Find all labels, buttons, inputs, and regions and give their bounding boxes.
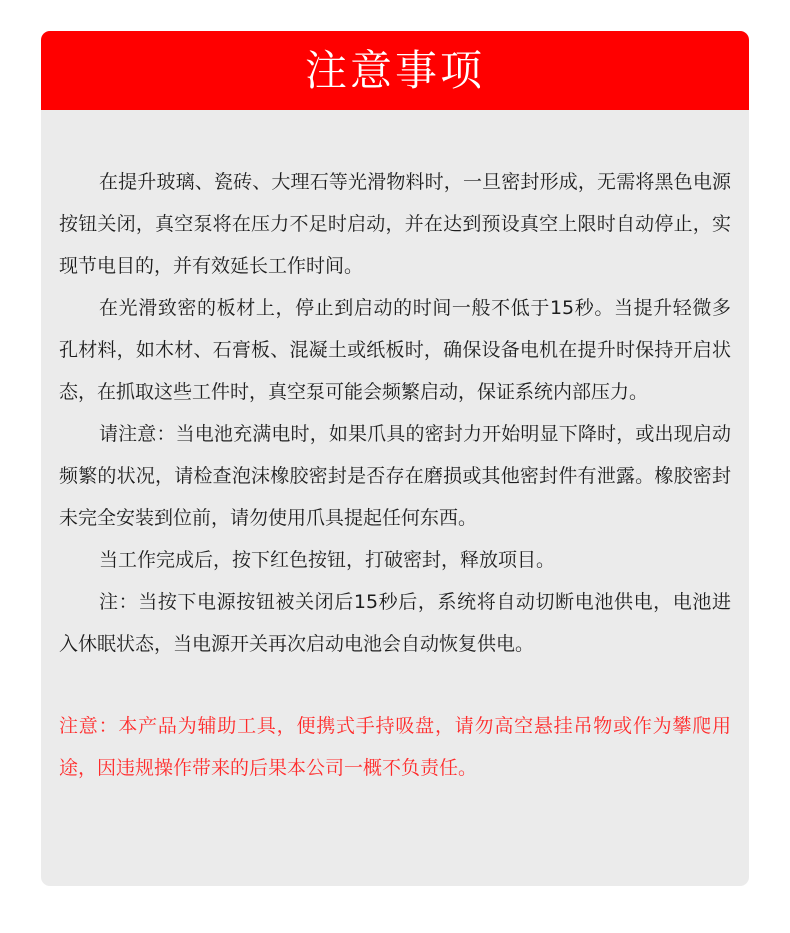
instruction-paragraph: 当工作完成后，按下红色按钮，打破密封，释放项目。 [99, 549, 556, 571]
notice-header [41, 31, 749, 110]
instruction-paragraph: 在光滑致密的板材上，停止到启动的时间一般不低于15秒。当提升轻微多孔材料，如木材、石膏板、混凝土或纸板时，确保设备电机在提升时保持开启状态，在抓取这些工件时，真空泵可能会频繁启动，保证系统内部压力。 [59, 297, 731, 403]
notice-body [41, 110, 749, 789]
notice-title: 注意事项 [304, 45, 485, 95]
instruction-paragraph: 在提升玻璃、瓷砖、大理石等光滑物料时，一旦密封形成，无需将黑色电源按钮关闭，真空泵将在压力不足时启动，并在达到预设真空上限时自动停止，实现节电目的，并有效延长工作时间。 [59, 171, 731, 277]
notice-card [41, 31, 749, 886]
instruction-paragraph: 注：当按下电源按钮被关闭后15秒后，系统将自动切断电池供电，电池进入休眠状态，当电源开关再次启动电池会自动恢复供电。 [59, 591, 731, 655]
warning-note: 注意：本产品为辅助工具，便携式手持吸盘，请勿高空悬挂吊物或作为攀爬用途，因违规操作带来的后果本公司一概不负责任。 [59, 715, 731, 779]
instruction-paragraph: 请注意：当电池充满电时，如果爪具的密封力开始明显下降时，或出现启动频繁的状况，请检查泡沫橡胶密封是否存在磨损或其他密封件有泄露。橡胶密封未完全安装到位前，请勿使用爪具提起任何东西。 [59, 423, 731, 529]
